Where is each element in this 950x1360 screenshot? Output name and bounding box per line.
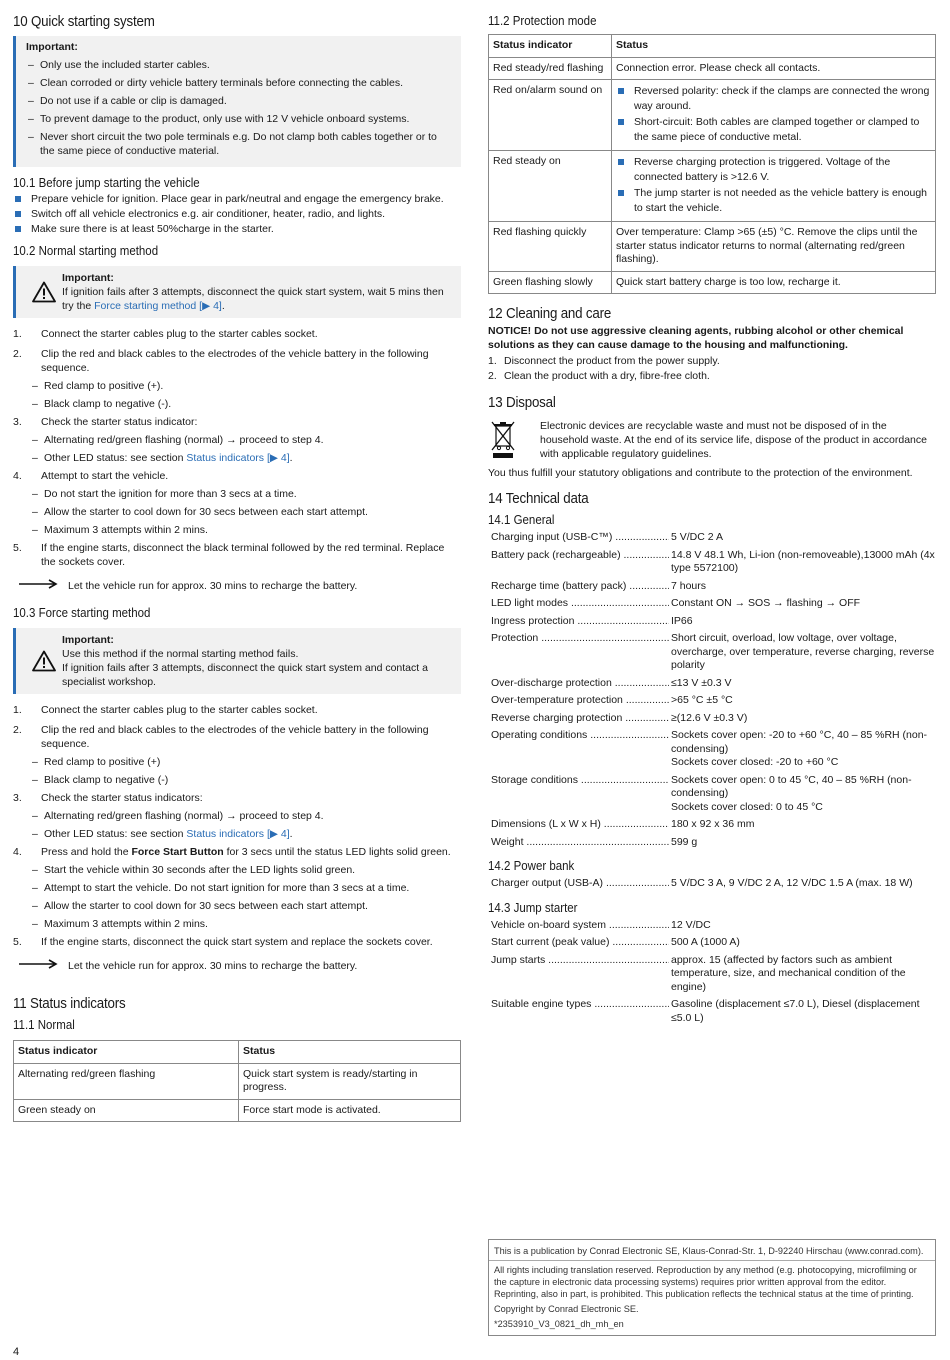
force-substep: – Attempt to start the vehicle. Do not start ignition for more than 3 secs at a time. [13, 881, 461, 895]
spec-value [669, 774, 936, 815]
table-row [489, 80, 936, 151]
disposal-text: Electronic devices are recyclable waste and must not be disposed of in the household waste. At the end of its service life, dispose of the product in accordance with applicable regulatory guidelines. [540, 420, 927, 460]
normal-result [18, 579, 461, 592]
step-text: Clip the red and black cables to the electrodes of the vehicle battery in the following sequence. [41, 348, 429, 374]
spec-value: 5 V/DC 2 A [671, 531, 723, 543]
table-cell: Red on/alarm sound on [489, 80, 612, 151]
step-text: Press and hold the [41, 846, 132, 858]
status-indicators-link[interactable]: Status indicators [▶ 4] [186, 452, 290, 464]
spec-key: Ingress protection ..... [491, 615, 669, 629]
warning-triangle-icon [26, 271, 62, 313]
spec-key: Jump starts ..... [491, 954, 669, 995]
force-start-button-term: Force Start Button [131, 846, 224, 858]
force-substep: – Start the vehicle within 30 seconds after the LED lights solid green. [13, 863, 461, 877]
normal-step-5 [13, 541, 461, 569]
section-11-title: 11 Status indicators [13, 996, 126, 1012]
spec-row [488, 531, 936, 545]
table-cell: Connection error. Please check all contacts. [612, 57, 936, 80]
status-indicators-link[interactable]: Status indicators [▶ 4] [186, 828, 290, 840]
force-substep: – Allow the starter to cool down for 30 secs between each start attempt. [13, 899, 461, 913]
substep-end: . [289, 452, 293, 464]
footer-line: This is a publication by Conrad Electronic SE, Klaus-Conrad-Str. 1, D-92240 Hirschau (www.conrad.com). [489, 1245, 935, 1261]
result-text: Let the vehicle run for approx. 30 mins to recharge the battery. [68, 959, 358, 972]
spec-row [488, 549, 936, 576]
spec-key: Battery pack (rechargeable) ..... [491, 549, 669, 576]
table-row [14, 1063, 461, 1099]
step-text: Clip the red and black cables to the electrodes of the vehicle battery in the following sequence. [41, 724, 429, 750]
step-number: 3. [13, 416, 22, 428]
before-item: Make sure there is at least 50%charge in the starter. [13, 222, 461, 237]
force-step-2 [13, 723, 461, 751]
spec-value: Constant ON → SOS → flashing → OFF [671, 597, 861, 609]
force-substep [13, 827, 461, 841]
spec-key: Charger output (USB-A) ..... [491, 877, 669, 891]
step-text: Check the starter status indicator: [41, 416, 198, 428]
table-header-row [14, 1041, 461, 1064]
step-number: 1. [13, 704, 22, 716]
section-13-title: 13 Disposal [488, 395, 556, 411]
step-text: Clean the product with a dry, fibre-free cloth. [504, 370, 710, 382]
step-number: 2. [13, 348, 22, 360]
protection-table [488, 34, 936, 294]
step-number: 3. [13, 792, 22, 804]
status-item: Reverse charging protection is triggered. Voltage of the connected battery is >12.6 V. [616, 155, 931, 185]
table-row [489, 151, 936, 222]
section-10-title: 10 Quick starting system [13, 14, 155, 30]
step-number: 1. [488, 355, 497, 367]
spec-value: 12 V/DC [671, 918, 711, 931]
spec-key: Suitable engine types ..... [491, 998, 669, 1025]
section-10-3-title: 10.3 Force starting method [13, 606, 151, 620]
step-number: 4. [13, 846, 22, 858]
section-11-1-title: 11.1 Normal [13, 1018, 75, 1032]
important-item: – To prevent damage to the product, only use with 12 V vehicle onboard systems. [26, 112, 453, 126]
table-row [14, 1099, 461, 1122]
before-item: Prepare vehicle for ignition. Place gear in park/neutral and engage the emergency brake. [13, 192, 461, 207]
result-text: Let the vehicle run for approx. 30 mins to recharge the battery. [68, 579, 358, 592]
table-row [489, 271, 936, 294]
spec-value: 14.8 V 48.1 Wh, Li-ion (non-removeable),13000 mAh (4x type 5572100) [671, 548, 935, 574]
table-cell [612, 80, 936, 151]
spec-value: 180 x 92 x 36 mm [671, 818, 755, 830]
force-substep: – Black clamp to negative (-) [13, 773, 461, 787]
spec-value: Short circuit, overload, low voltage, over voltage, overcharge, over temperature, reverse charging, reverse polarity [671, 632, 935, 671]
normal-substep: – Black clamp to negative (-). [13, 397, 461, 411]
table-cell: Over temperature: Clamp >65 (±5) °C. Remove the clips until the starter status indicator returns to normal (alternating red/green flashing). [612, 222, 936, 272]
general-specs [488, 531, 936, 725]
spec-key: LED light modes ..... [491, 597, 669, 611]
spec-value: >65 °C ±5 °C [671, 694, 733, 706]
step-text: If the engine starts, disconnect the black terminal followed by the red terminal. Replace the sockets cover. [41, 542, 445, 568]
table-header-cell: Status indicator [489, 35, 612, 58]
normal-substep: – Red clamp to positive (+). [13, 379, 461, 393]
section-14-1-title: 14.1 General [488, 513, 555, 527]
normal-step-4 [13, 469, 461, 483]
spec-row [488, 818, 936, 832]
important-note [13, 36, 461, 167]
table-cell: Green steady on [14, 1099, 239, 1122]
table-row [489, 57, 936, 80]
before-item: Switch off all vehicle electronics e.g. air conditioner, heater, radio, and lights. [13, 207, 461, 222]
spec-value-line: Sockets cover closed: -20 to +60 °C [671, 756, 839, 768]
step-number: 1. [13, 328, 22, 340]
spec-value [669, 729, 936, 770]
spec-key: Storage conditions ..... [491, 774, 669, 815]
table-cell: Green flashing slowly [489, 271, 612, 294]
important-item: – Only use the included starter cables. [26, 58, 453, 72]
spec-key: Operating conditions ..... [491, 729, 669, 770]
step-number: 5. [13, 936, 22, 948]
step-text: Check the starter status indicators: [41, 792, 203, 804]
force-substep: – Red clamp to positive (+) [13, 755, 461, 769]
normal-substep: – Maximum 3 attempts within 2 mins. [13, 523, 461, 537]
spec-key: Over-temperature protection ..... [491, 694, 669, 708]
table-row [489, 222, 936, 272]
spec-key: Charging input (USB-C™) ..... [491, 531, 669, 545]
table-cell: Quick start system is ready/starting in progress. [239, 1063, 461, 1099]
footer-line: All rights including translation reserved. Reproduction by any method (e.g. photocopying, microfilming or the capture in electronic data processing systems) requires prior written approval from the editor. Reprinting, also in part, is prohibited. This publication reflects the technical status at the time of printing. [494, 1265, 917, 1299]
spec-key: Recharge time (battery pack) ..... [491, 580, 669, 594]
section-14-title: 14 Technical data [488, 491, 589, 507]
table-cell: Red steady/red flashing [489, 57, 612, 80]
spec-key: Dimensions (L x W x H) ..... [491, 818, 669, 832]
spec-row [488, 774, 936, 815]
jump-specs [488, 919, 936, 1026]
spec-key: Reverse charging protection ..... [491, 712, 669, 726]
section-12-title: 12 Cleaning and care [488, 306, 612, 322]
important-item: – Do not use if a cable or clip is damaged. [26, 94, 453, 108]
spec-value: IP66 [671, 614, 693, 627]
spec-row [488, 615, 936, 629]
spec-value: 5 V/DC 3 A, 9 V/DC 2 A, 12 V/DC 1.5 A (max. 18 W) [671, 877, 913, 889]
normal-substep [13, 451, 461, 465]
spec-value: 7 hours [671, 579, 707, 592]
step-text: for 3 secs until the status LED lights solid green. [223, 846, 451, 858]
section-10-1-title: 10.1 Before jump starting the vehicle [13, 176, 200, 190]
table-cell: Force start mode is activated. [239, 1099, 461, 1122]
step-text: Connect the starter cables plug to the starter cables socket. [41, 704, 318, 716]
important-item: – Clean corroded or dirty vehicle battery terminals before connecting the cables. [26, 76, 453, 90]
spec-value: 599 g [671, 835, 698, 848]
step-number: 5. [13, 542, 22, 554]
normal-step-1 [13, 327, 461, 341]
spec-row [488, 919, 936, 933]
left-column [13, 14, 461, 1122]
long-arrow-icon [18, 579, 68, 592]
normal-status-table [13, 1040, 461, 1122]
table-cell: Quick start battery charge is too low, recharge it. [612, 271, 936, 294]
force-warning-line: If ignition fails after 3 attempts, disconnect the quick start system and contact a specialist workshop. [62, 662, 428, 688]
crossed-bin-icon [488, 419, 540, 462]
status-item: Short-circuit: Both cables are clamped together or clamped to the same piece of conductive metal. [616, 115, 931, 145]
publication-footer [488, 1239, 936, 1336]
spec-row [488, 729, 936, 770]
force-step-4 [13, 845, 461, 859]
footer-line: Copyright by Conrad Electronic SE. [494, 1304, 639, 1314]
spec-row [488, 936, 936, 950]
status-item: Reversed polarity: check if the clamps are connected the wrong way around. [616, 84, 931, 114]
spec-row [488, 580, 936, 594]
important-label: Important: [26, 41, 78, 53]
spec-row [488, 677, 936, 691]
normal-substep: – Do not start the ignition for more than 3 secs at a time. [13, 487, 461, 501]
table-header-cell: Status [612, 35, 936, 58]
substep-text: Other LED status: see section [44, 828, 187, 840]
spec-value: Gasoline (displacement ≤7.0 L), Diesel (displacement ≤5.0 L) [671, 998, 920, 1024]
step-text: Connect the starter cables plug to the starter cables socket. [41, 328, 318, 340]
right-column [488, 14, 936, 1029]
spec-value-line: Sockets cover open: 0 to 45 °C, 40 – 85 %RH (non-condensing) [671, 773, 912, 799]
substep-text: Other LED status: see section [44, 452, 187, 464]
force-substep: – Alternating red/green flashing (normal) → proceed to step 4. [13, 809, 461, 823]
step-text: Disconnect the product from the power supply. [504, 355, 720, 367]
spec-row [488, 877, 936, 891]
table-header-cell: Status [239, 1041, 461, 1064]
spec-row [488, 597, 936, 611]
step-text: If the engine starts, disconnect the quick start system and replace the sockets cover. [41, 936, 433, 948]
disposal-footer: You thus fulfill your statutory obligations and contribute to the protection of the environment. [488, 467, 913, 479]
force-warning-label: Important: [62, 634, 114, 646]
table-cell: Red flashing quickly [489, 222, 612, 272]
step-number: 2. [13, 724, 22, 736]
cleaning-step-2 [488, 369, 936, 383]
step-text: Attempt to start the vehicle. [41, 470, 169, 482]
step-number: 4. [13, 470, 22, 482]
section-14-3-title: 14.3 Jump starter [488, 900, 578, 915]
force-warning-line: Use this method if the normal starting method fails. [62, 648, 299, 660]
force-substep: – Maximum 3 attempts within 2 mins. [13, 917, 461, 931]
spec-key: Weight ..... [491, 836, 669, 850]
force-step-3 [13, 791, 461, 805]
spec-row [488, 712, 936, 726]
table-header-row [489, 35, 936, 58]
long-arrow-icon [18, 959, 68, 972]
spec-value: ≤13 V ±0.3 V [671, 676, 732, 689]
normal-step-2 [13, 347, 461, 375]
force-starting-link[interactable]: Force starting method [▶ 4] [94, 300, 222, 312]
section-10-2-title: 10.2 Normal starting method [13, 244, 159, 258]
force-warning-note [13, 628, 461, 694]
spec-value-line: Sockets cover open: -20 to +60 °C, 40 – 85 %RH (non-condensing) [671, 729, 928, 755]
normal-step-3 [13, 415, 461, 429]
normal-warning-note [13, 266, 461, 318]
table-cell: Red steady on [489, 151, 612, 222]
spec-key: Protection ..... [491, 632, 669, 673]
warning-triangle-icon [26, 633, 62, 689]
normal-substep: – Allow the starter to cool down for 30 secs between each start attempt. [13, 505, 461, 519]
table-cell: Alternating red/green flashing [14, 1063, 239, 1099]
spec-value: approx. 15 (affected by factors such as ambient temperature, size, and mechanical condition of the engine) [671, 953, 906, 993]
substep-end: . [289, 828, 293, 840]
spec-key: Start current (peak value) ..... [491, 936, 669, 950]
normal-warning-label: Important: [62, 272, 114, 284]
table-cell [612, 151, 936, 222]
spec-row [488, 998, 936, 1025]
footer-line: *2353910_V3_0821_dh_mh_en [494, 1319, 624, 1329]
disposal-block [488, 419, 936, 462]
cleaning-notice: NOTICE! Do not use aggressive cleaning agents, rubbing alcohol or other chemical solutions as they can cause damage to the housing and malfunctioning. [488, 325, 904, 351]
spec-value-line: Sockets cover closed: 0 to 45 °C [671, 800, 823, 813]
important-item: – Never short circuit the two pole terminals e.g. Do not clamp both cables together or to the same piece of conductive material. [26, 130, 453, 158]
step-number: 2. [488, 370, 497, 382]
table-header-cell: Status indicator [14, 1041, 239, 1064]
cleaning-step-1 [488, 354, 936, 368]
force-step-1 [13, 703, 461, 717]
page-number: 4 [13, 1346, 20, 1358]
spec-row [488, 694, 936, 708]
spec-row [488, 954, 936, 995]
status-item: The jump starter is not needed as the vehicle battery is enough to start the vehicle. [616, 186, 931, 216]
section-14-2-title: 14.2 Power bank [488, 859, 575, 873]
force-step-5 [13, 935, 461, 949]
normal-substep: – Alternating red/green flashing (normal) → proceed to step 4. [13, 433, 461, 447]
spec-value: 500 A (1000 A) [671, 936, 740, 948]
spec-row [488, 836, 936, 850]
spec-value: ≥(12.6 V ±0.3 V) [671, 711, 748, 724]
section-11-2-title: 11.2 Protection mode [488, 14, 597, 28]
normal-warning-text: If ignition fails after 3 attempts, disconnect the quick start system, wait 5 mins then try the [62, 286, 444, 312]
spec-key: Over-discharge protection ..... [491, 677, 669, 691]
force-result [18, 959, 461, 972]
spec-key: Vehicle on-board system ..... [491, 919, 669, 933]
normal-warning-end: . [221, 300, 225, 312]
spec-row [488, 632, 936, 673]
